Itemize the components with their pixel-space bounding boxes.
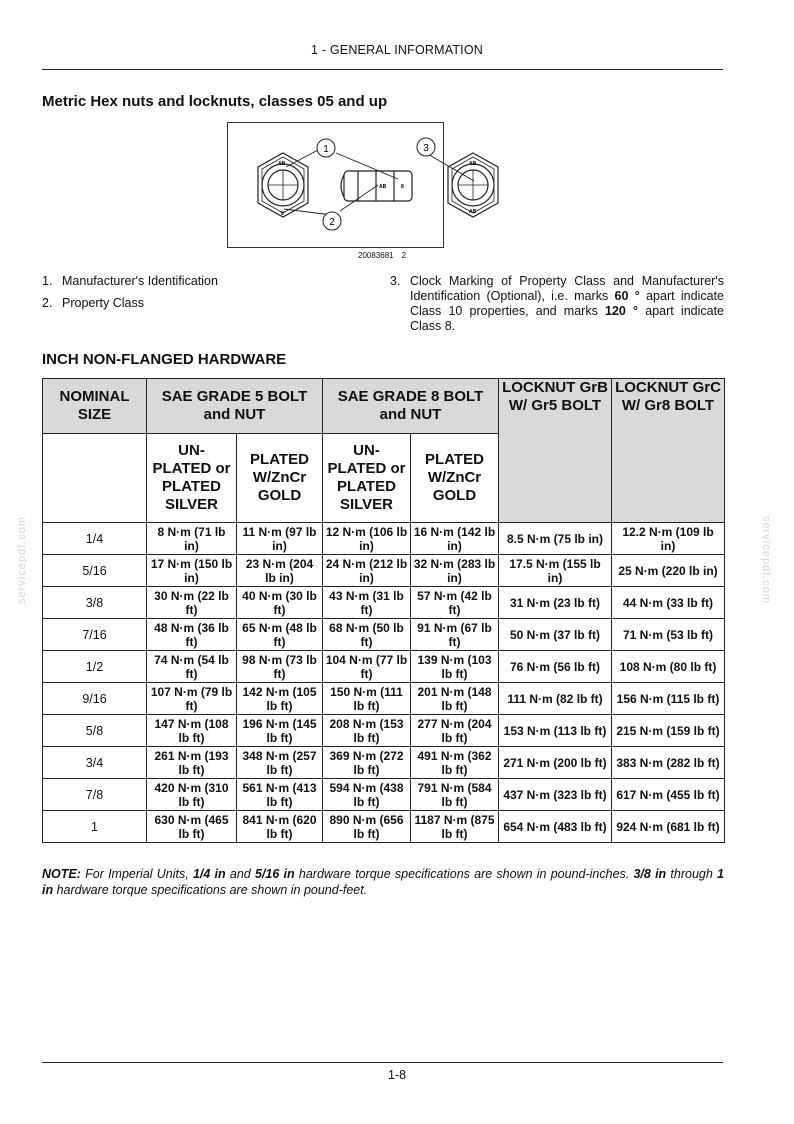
- header-locknut-grb: LOCKNUT GrB W/ Gr5 BOLT: [499, 379, 612, 523]
- size-cell: 5/8: [43, 715, 147, 747]
- torque-cell: 156 N·m (115 lb ft): [612, 683, 725, 715]
- figure-mark: AB: [278, 161, 286, 167]
- svg-text:2: 2: [329, 217, 335, 228]
- note-text: and: [225, 867, 255, 881]
- legend-text-part: apart indicate Class 8.: [410, 304, 725, 333]
- torque-cell: 107 N·m (79 lb ft): [147, 683, 237, 715]
- torque-cell: 44 N·m (33 lb ft): [612, 587, 725, 619]
- legend-text: Property Class: [62, 296, 144, 310]
- torque-cell: 17.5 N·m (155 lb in): [499, 555, 612, 587]
- legend-bold-60: 60 °: [614, 289, 640, 303]
- hex-nut-illustration: [228, 123, 477, 247]
- watermark-right: servicepdf.com: [760, 516, 772, 604]
- svg-text:1: 1: [323, 144, 329, 155]
- imperial-units-note: [42, 866, 724, 898]
- torque-cell: 24 N·m (212 lb in): [323, 555, 411, 587]
- metric-section-title: Metric Hex nuts and locknuts, classes 05 and up: [42, 93, 388, 110]
- torque-cell: 48 N·m (36 lb ft): [147, 619, 237, 651]
- table-row: [43, 587, 725, 619]
- torque-cell: 17 N·m (150 lb in): [147, 555, 237, 587]
- torque-cell: 594 N·m (438 lb ft): [323, 779, 411, 811]
- size-cell: 5/16: [43, 555, 147, 587]
- table-row: [43, 779, 725, 811]
- legend-text-part: Clock Marking of Property Class and Manufacturer's Identification (Optional), i.e. marks: [410, 274, 724, 303]
- figure-mark: AB: [379, 184, 387, 190]
- torque-cell: 11 N·m (97 lb in): [237, 523, 323, 555]
- torque-cell: 420 N·m (310 lb ft): [147, 779, 237, 811]
- size-cell: 1/2: [43, 651, 147, 683]
- torque-cell: 40 N·m (30 lb ft): [237, 587, 323, 619]
- watermark-left: servicepdf.com: [16, 516, 28, 604]
- torque-cell: 348 N·m (257 lb ft): [237, 747, 323, 779]
- torque-cell: 215 N·m (159 lb ft): [612, 715, 725, 747]
- subheader-plated-5: PLATED W/ZnCr GOLD: [237, 434, 323, 523]
- subheader-unplated-5: UN-PLATED or PLATED SILVER: [147, 434, 237, 523]
- note-bold: 1/4 in: [192, 867, 226, 881]
- table-row: [43, 747, 725, 779]
- legend-text: [390, 274, 724, 334]
- note-bold: 3/8 in: [633, 867, 667, 881]
- header-sae-grade-5: SAE GRADE 5 BOLT and NUT: [147, 379, 323, 434]
- torque-cell: 74 N·m (54 lb ft): [147, 651, 237, 683]
- figure-mark: AB: [469, 209, 477, 215]
- torque-cell: 791 N·m (584 lb ft): [411, 779, 499, 811]
- torque-cell: 147 N·m (108 lb ft): [147, 715, 237, 747]
- figure-mark: 8: [281, 211, 284, 217]
- torque-cell: 208 N·m (153 lb ft): [323, 715, 411, 747]
- torque-cell: 91 N·m (67 lb ft): [411, 619, 499, 651]
- torque-cell: 271 N·m (200 lb ft): [499, 747, 612, 779]
- legend-number: 3.: [390, 274, 401, 288]
- torque-cell: 630 N·m (465 lb ft): [147, 811, 237, 843]
- header-locknut-grc: LOCKNUT GrC W/ Gr8 BOLT: [612, 379, 725, 523]
- size-cell: 7/8: [43, 779, 147, 811]
- table-row: [43, 651, 725, 683]
- legend-text: Manufacturer's Identification: [62, 274, 218, 288]
- torque-cell: 150 N·m (111 lb ft): [323, 683, 411, 715]
- torque-cell: 924 N·m (681 lb ft): [612, 811, 725, 843]
- size-cell: 1: [43, 811, 147, 843]
- callout-2: [323, 212, 341, 230]
- figure-caption: [358, 251, 406, 260]
- figure-number: 2: [401, 251, 407, 260]
- torque-cell: 111 N·m (82 lb ft): [499, 683, 612, 715]
- torque-cell: 12 N·m (106 lb in): [323, 523, 411, 555]
- inch-section-title: INCH NON-FLANGED HARDWARE: [42, 351, 287, 368]
- torque-cell: 369 N·m (272 lb ft): [323, 747, 411, 779]
- torque-cell: 201 N·m (148 lb ft): [411, 683, 499, 715]
- subheader-unplated-8: UN-PLATED or PLATED SILVER: [323, 434, 411, 523]
- torque-cell: 139 N·m (103 lb ft): [411, 651, 499, 683]
- size-cell: 3/8: [43, 587, 147, 619]
- torque-cell: 8.5 N·m (75 lb in): [499, 523, 612, 555]
- torque-cell: 654 N·m (483 lb ft): [499, 811, 612, 843]
- torque-cell: 437 N·m (323 lb ft): [499, 779, 612, 811]
- legend-number: 1.: [42, 274, 53, 288]
- torque-cell: 50 N·m (37 lb ft): [499, 619, 612, 651]
- torque-cell: 277 N·m (204 lb ft): [411, 715, 499, 747]
- size-cell: 9/16: [43, 683, 147, 715]
- torque-cell: 43 N·m (31 lb ft): [323, 587, 411, 619]
- page-number: 1-8: [387, 1068, 407, 1082]
- torque-cell: 71 N·m (53 lb ft): [612, 619, 725, 651]
- subheader-plated-8: PLATED W/ZnCr GOLD: [411, 434, 499, 523]
- page-header: 1 - GENERAL INFORMATION: [311, 43, 483, 57]
- torque-cell: 57 N·m (42 lb ft): [411, 587, 499, 619]
- torque-cell: 108 N·m (80 lb ft): [612, 651, 725, 683]
- torque-cell: 261 N·m (193 lb ft): [147, 747, 237, 779]
- torque-table: [42, 378, 725, 843]
- torque-cell: 25 N·m (220 lb in): [612, 555, 725, 587]
- torque-cell: 76 N·m (56 lb ft): [499, 651, 612, 683]
- torque-cell: 104 N·m (77 lb ft): [323, 651, 411, 683]
- torque-cell: 65 N·m (48 lb ft): [237, 619, 323, 651]
- table-header-row: [43, 379, 725, 434]
- torque-cell: 68 N·m (50 lb ft): [323, 619, 411, 651]
- table-row: [43, 715, 725, 747]
- size-cell: 3/4: [43, 747, 147, 779]
- legend-bold-120: 120 °: [605, 304, 639, 318]
- torque-table-body: [43, 523, 725, 843]
- subheader-blank: [43, 434, 147, 523]
- footer-rule: [42, 1062, 723, 1063]
- torque-cell: 561 N·m (413 lb ft): [237, 779, 323, 811]
- torque-cell: 23 N·m (204 lb in): [237, 555, 323, 587]
- table-row: [43, 555, 725, 587]
- legend-item-1: [42, 274, 218, 289]
- header-rule: [42, 69, 723, 70]
- torque-cell: 617 N·m (455 lb ft): [612, 779, 725, 811]
- table-row: [43, 811, 725, 843]
- note-bold: 1 in: [42, 867, 724, 897]
- torque-cell: 841 N·m (620 lb ft): [237, 811, 323, 843]
- note-text: For Imperial Units,: [80, 867, 193, 881]
- note-text: hardware torque specifications are shown in pound-inches.: [294, 867, 634, 881]
- table-row: [43, 523, 725, 555]
- hex-nut-figure: [227, 122, 477, 248]
- callout-3: [417, 138, 435, 156]
- size-cell: 7/16: [43, 619, 147, 651]
- torque-cell: 153 N·m (113 lb ft): [499, 715, 612, 747]
- callout-1: [317, 139, 335, 157]
- torque-cell: 31 N·m (23 lb ft): [499, 587, 612, 619]
- torque-cell: 12.2 N·m (109 lb in): [612, 523, 725, 555]
- figure-id: 20083681: [358, 251, 394, 260]
- header-nominal-size: NOMINAL SIZE: [43, 379, 147, 434]
- torque-cell: 98 N·m (73 lb ft): [237, 651, 323, 683]
- torque-cell: 16 N·m (142 lb in): [411, 523, 499, 555]
- header-sae-grade-8: SAE GRADE 8 BOLT and NUT: [323, 379, 499, 434]
- torque-cell: 142 N·m (105 lb ft): [237, 683, 323, 715]
- note-bold: 5/16 in: [254, 867, 295, 881]
- torque-cell: 32 N·m (283 lb in): [411, 555, 499, 587]
- torque-cell: 1187 N·m (875 lb ft): [411, 811, 499, 843]
- torque-cell: 30 N·m (22 lb ft): [147, 587, 237, 619]
- legend-text-part: apart indicate Class 10 properties, and marks: [410, 289, 724, 318]
- table-row: [43, 683, 725, 715]
- torque-cell: 491 N·m (362 lb ft): [411, 747, 499, 779]
- table-row: [43, 619, 725, 651]
- note-text: through: [666, 867, 718, 881]
- legend-item-2: [42, 296, 144, 311]
- torque-cell: 383 N·m (282 lb ft): [612, 747, 725, 779]
- figure-mark: AB: [469, 161, 477, 167]
- size-cell: 1/4: [43, 523, 147, 555]
- svg-text:3: 3: [423, 143, 429, 154]
- legend-item-3: [390, 274, 724, 334]
- note-text: hardware torque specifications are shown in pound-feet.: [53, 883, 368, 897]
- note-label: NOTE:: [42, 867, 81, 881]
- torque-cell: 196 N·m (145 lb ft): [237, 715, 323, 747]
- torque-cell: 890 N·m (656 lb ft): [323, 811, 411, 843]
- torque-cell: 8 N·m (71 lb in): [147, 523, 237, 555]
- figure-mark: 8: [401, 184, 404, 190]
- legend-number: 2.: [42, 296, 53, 310]
